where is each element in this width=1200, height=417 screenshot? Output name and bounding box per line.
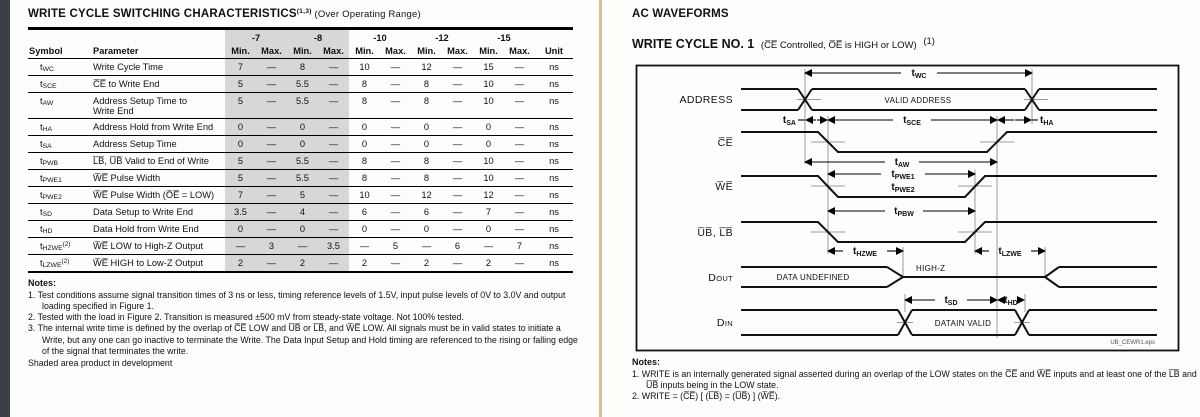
din-signal-label: DIN (716, 317, 733, 329)
header-parameter: Parameter (92, 45, 225, 59)
left-title-main: WRITE CYCLE SWITCHING CHARACTERISTICS (28, 8, 297, 20)
we-signal-label: W̅E̅ (715, 181, 733, 193)
column-header-row (28, 45, 573, 59)
high-z-label: HIGH-Z (916, 264, 946, 273)
thzwe-label: tHZWE (853, 246, 877, 258)
note-2: 2. Tested with the load in Figure 2. Transition is measured ±500 mV from steady-state voltage. Not 100% tested. (28, 312, 464, 323)
header-max: Max. (442, 45, 473, 59)
left-column (10, 0, 599, 417)
write-cycle-title-main: WRITE CYCLE NO. 1 (632, 37, 755, 51)
table-row-tpwe1: tPWE1 W̅E̅ Pulse Width 5 — 5.5 — 8 — 8 — 10 — ns (28, 170, 573, 187)
table-row-tsd: tSD Data Setup to Write End 3.5 — 4 — 6 — 6 — 7 — ns (28, 204, 573, 221)
left-title (28, 8, 599, 20)
ub-lb-waveform (741, 222, 1157, 242)
note-1: 1. Test conditions assume signal transition times of 3 ns or less, timing reference levels of 1.5V, input pulse levels of 0V to 3.0V and output loading specified in Figure 1. (28, 289, 566, 311)
taw-label: tAW (894, 157, 910, 169)
table-row-tsa: tSA Address Setup Time 0 — 0 — 0 — 0 — 0 — ns (28, 136, 573, 153)
header-max: Max. (318, 45, 349, 59)
grade-col--10: -10 (373, 33, 387, 43)
header-min: Min. (225, 45, 256, 59)
tpwe1-label: tPWE1 (891, 169, 915, 181)
write-cycle-title-tail: (C̅E̅ Controlled, O̅E̅ is HIGH or LOW) (760, 40, 917, 51)
right-column (602, 0, 1200, 417)
write-cycle-title-superscript: (1) (923, 36, 935, 47)
note-2: 2. WRITE = (C̅E̅) [ (L̅B̅) = (U̅B̅) ] (W̅E̅). (632, 391, 781, 402)
left-notes (28, 278, 580, 369)
ac-waveforms-heading: AC WAVEFORMS (632, 8, 729, 20)
table-row-taw: tAW Address Setup Time to Write End 5 — 5.5 — 8 — 8 — 10 — ns (28, 93, 573, 119)
figure-file-tag: UB_CEWR1.eps (1110, 340, 1155, 346)
left-title-tail: (Over Operating Range) (311, 9, 421, 20)
ce-waveform (741, 132, 1157, 152)
table-row-thzwe: tHZWE$^{(2)}$ W̅E̅ LOW to High-Z Output — 3 — 3.5 — 5 — 6 — 7 ns (28, 238, 573, 255)
tsce-label: tSCE (903, 115, 921, 127)
address-signal-label: ADDRESS (679, 94, 733, 106)
header-max: Max. (380, 45, 411, 59)
dout-signal-label: DOUT (708, 272, 733, 284)
speed-grade-header-row (28, 29, 573, 46)
note-3: 3. The internal write time is defined by the overlap of C̅E̅ LOW and U̅B̅ or L̅B̅, and W̅E̅ LOW. All signals must be in valid states to initiate a Write, but any one can go inactive to terminate the Write. The Data Input Setup and Hold timing are referenced to the rising or falling edge of the signal that terminates the write. (28, 323, 578, 356)
header-unit: Unit (535, 45, 573, 59)
twc-label: tWC (911, 68, 927, 80)
grade-col--7: -7 (225, 29, 287, 46)
switching-characteristics-table (28, 27, 573, 273)
table-row-tsce: tSCE C̅E̅ to Write End 5 — 5.5 — 8 — 8 — 10 — ns (28, 76, 573, 93)
thd-label: tHD (1004, 295, 1018, 307)
table-row-thd: tHD Data Hold from Write End 0 — 0 — 0 — 0 — 0 — ns (28, 221, 573, 238)
header-min: Min. (287, 45, 318, 59)
tlzwe-label: tLZWE (998, 246, 1022, 258)
left-title-superscript: (1,3) (296, 8, 312, 15)
table-row-tpwb: tPWB L̅B̅, U̅B̅ Valid to End of Write 5 — 5.5 — 8 — 8 — 10 — ns (28, 153, 573, 170)
notes-heading: Notes: (28, 278, 57, 288)
shaded-area-note: Shaded area product in development (28, 358, 173, 369)
valid-address-label: VALID ADDRESS (884, 96, 952, 105)
ce-signal-label: C̅E̅ (717, 137, 733, 149)
datain-valid-label: DATAIN VALID (934, 319, 992, 328)
grade-col--8: -8 (287, 29, 349, 46)
right-notes (632, 357, 1197, 402)
timing-diagram (635, 64, 1181, 353)
tpbw-label: tPBW (894, 206, 914, 218)
note-1: 1. WRITE is an internally generated signal asserted during an overlap of the LOW states on the C̅E̅ and W̅E̅ inputs and at least one of the L̅B̅ and U̅B̅ inputs being in the LOW state. (632, 368, 1197, 390)
data-undefined-label: DATA UNDEFINED (776, 273, 850, 282)
diagram-border (637, 66, 1179, 351)
header-min: Min. (349, 45, 380, 59)
table-row-tlzwe: tLZWE$^{(2)}$ W̅E̅ HIGH to Low-Z Output 2 — 2 — 2 — 2 — 2 — ns (28, 255, 573, 273)
header-max: Max. (256, 45, 287, 59)
write-cycle-title (632, 27, 1200, 55)
header-min: Min. (411, 45, 442, 59)
we-waveform (741, 176, 1157, 197)
table-row-tha: tHA Address Hold from Write End 0 — 0 — 0 — 0 — 0 — ns (28, 119, 573, 136)
table-row-twc: tWC Write Cycle Time 7 — 8 — 10 — 12 — 15 — ns (28, 59, 573, 76)
ub-lb-signal-label: U̅B̅, L̅B̅ (697, 227, 733, 239)
tsa-label: tSA (782, 115, 796, 127)
notes-heading: Notes: (632, 357, 661, 367)
tsd-label: tSD (944, 295, 958, 307)
page-edge-strip (0, 0, 10, 417)
header-min: Min. (473, 45, 504, 59)
tha-label: tHA (1040, 115, 1054, 127)
grade-col--12: -12 (435, 33, 449, 43)
header-symbol: Symbol (28, 45, 92, 59)
header-max: Max. (504, 45, 535, 59)
grade-col--15: -15 (497, 33, 511, 43)
tpwe2-label: tPWE2 (891, 182, 915, 194)
table-row-tpwe2: tPWE2 W̅E̅ Pulse Width (O̅E̅ = LOW) 7 — 5 — 10 — 12 — 12 — ns (28, 187, 573, 204)
timing-diagram-svg (635, 64, 1181, 353)
